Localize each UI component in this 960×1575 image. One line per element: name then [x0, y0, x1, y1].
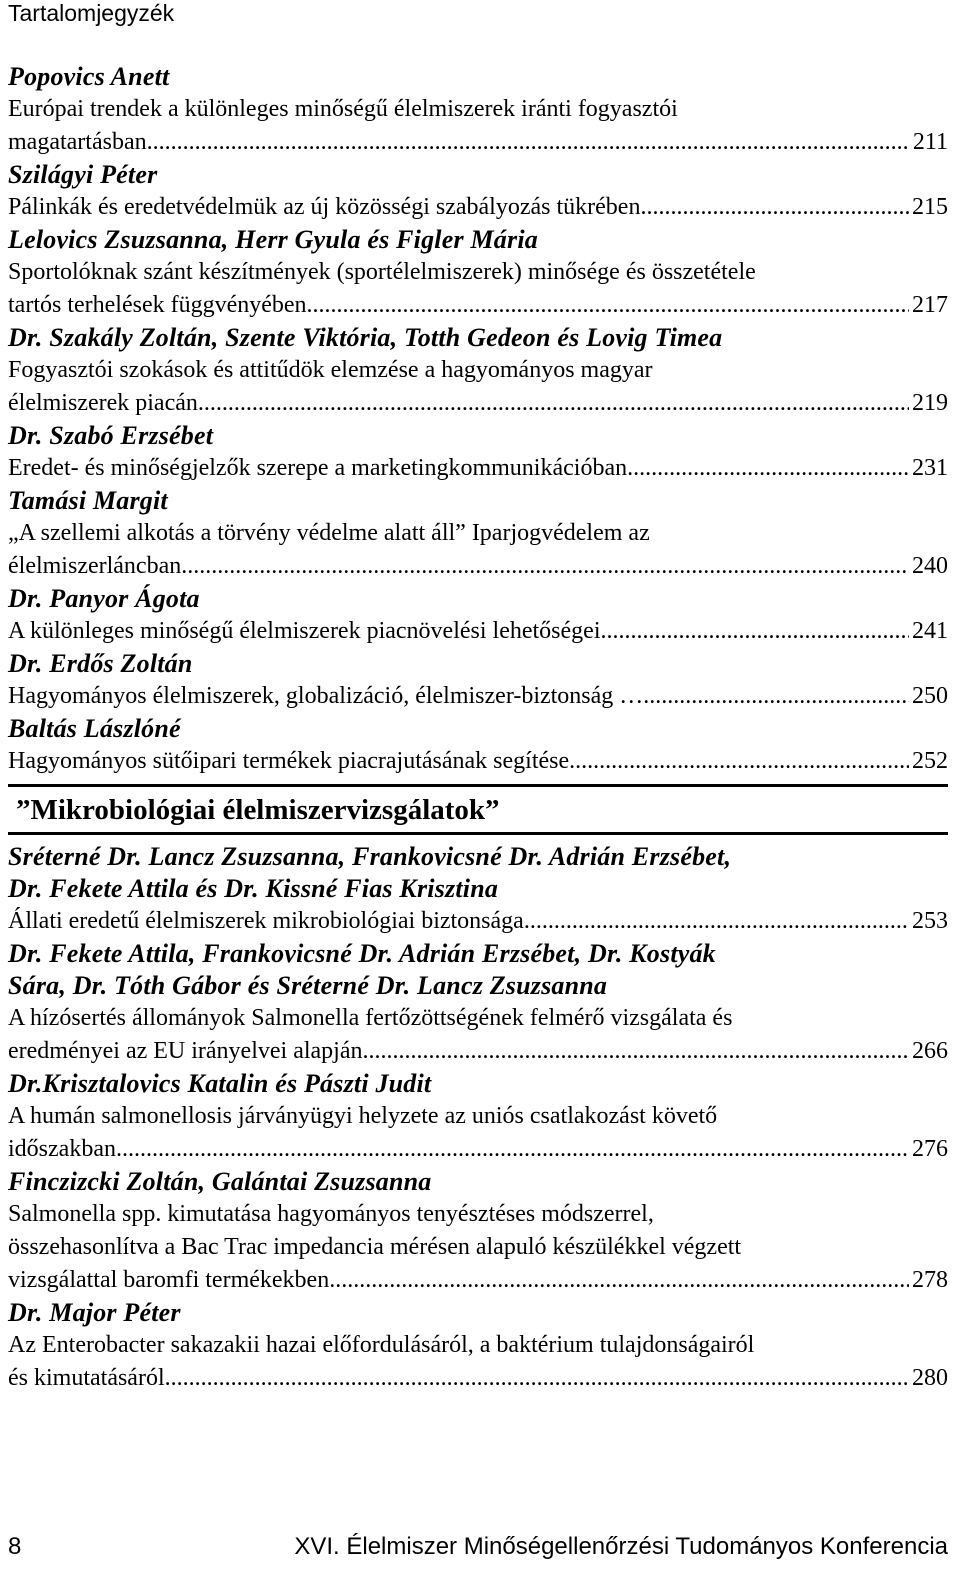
- dot-leader: [627, 452, 909, 485]
- entry-title-text: Eredet- és minőségjelzők szerepe a marketingkommunikációban: [8, 455, 628, 481]
- entry-page-number: 231: [912, 455, 948, 481]
- entry-title-line: A hízósertés állományok Salmonella fertőzöttségének felmérő vizsgálata és: [8, 1005, 733, 1031]
- entry-page-number: 211: [912, 129, 948, 155]
- toc-entry: [8, 61, 948, 159]
- dot-leader: [643, 680, 909, 713]
- dot-leader: [569, 745, 909, 778]
- dot-leader: [181, 550, 909, 583]
- entry-title-line: Sportolóknak szánt készítmények (sportélelmiszerek) minősége és összetétele: [8, 259, 756, 285]
- entry-title-last-line: [8, 1133, 948, 1166]
- entry-author: Dr. Fekete Attila, Frankovicsné Dr. Adrián Erzsébet, Dr. Kostyák: [8, 939, 716, 968]
- toc-entry: [8, 485, 948, 583]
- entry-title-last-line: [8, 191, 948, 224]
- entry-author: Szilágyi Péter: [8, 160, 158, 189]
- section-title: ”Mikrobiológiai élelmiszervizsgálatok”: [16, 794, 500, 826]
- entry-title-line: Európai trendek a különleges minőségű élelmiszerek iránti fogyasztói: [8, 96, 678, 122]
- toc-entry: [8, 1068, 948, 1166]
- entry-author: Sára, Dr. Tóth Gábor és Sréterné Dr. Lancz Zsuzsanna: [8, 971, 608, 1000]
- entry-title-last-line: [8, 289, 948, 322]
- entry-title-text: időszakban: [8, 1136, 116, 1162]
- entry-page-number: 276: [912, 1136, 948, 1162]
- entry-title-line: Az Enterobacter sakazakii hazai előfordulásáról, a baktérium tulajdonságairól: [8, 1332, 755, 1358]
- entry-title-text: Állati eredetű élelmiszerek mikrobiológiai biztonsága: [8, 908, 524, 934]
- entry-title-line: összehasonlítva a Bac Trac impedancia mérésen alapuló készülékkel végzett: [8, 1234, 742, 1260]
- toc-entry: [8, 322, 948, 420]
- toc-entry: [8, 648, 948, 713]
- entry-page-number: 280: [912, 1365, 948, 1391]
- entry-page-number: 250: [912, 683, 948, 709]
- entry-author: Dr. Major Péter: [8, 1298, 181, 1327]
- entry-title-last-line: [8, 126, 948, 159]
- entry-title-last-line: [8, 905, 948, 938]
- entry-author: Dr.Krisztalovics Katalin és Pászti Judit: [8, 1069, 432, 1098]
- toc-entry: [8, 224, 948, 322]
- entry-page-number: 219: [912, 390, 948, 416]
- dot-leader: [165, 1362, 909, 1395]
- entry-page-number: 252: [912, 748, 948, 774]
- entry-page-number: 253: [912, 908, 948, 934]
- entry-title-text: tartós terhelések függvényében: [8, 292, 307, 318]
- entry-author: Dr. Erdős Zoltán: [8, 649, 193, 678]
- entry-title-text: vizsgálattal baromfi termékekben: [8, 1267, 330, 1293]
- entry-title-last-line: [8, 680, 948, 713]
- dot-leader: [329, 1264, 909, 1297]
- dot-leader: [153, 126, 910, 159]
- dot-leader: [362, 1035, 909, 1068]
- entry-title-last-line: [8, 387, 948, 420]
- entry-title-text: élelmiszerek piacán: [8, 390, 198, 416]
- entry-title-last-line: [8, 550, 948, 583]
- entry-page-number: 217: [912, 292, 948, 318]
- entry-author: Dr. Fekete Attila és Dr. Kissné Fias Krisztina: [8, 874, 499, 903]
- entry-title-line: „A szellemi alkotás a törvény védelme alatt áll” Iparjogvédelem az: [8, 520, 650, 546]
- entry-page-number: 278: [912, 1267, 948, 1293]
- entry-title-text: magatartásban.: [8, 129, 153, 155]
- toc-entry: [8, 159, 948, 224]
- entry-author: Baltás Lászlóné: [8, 714, 181, 743]
- toc-entry: [8, 841, 948, 938]
- entry-page-number: 240: [912, 553, 948, 579]
- footer-page-number: 8: [8, 1533, 22, 1560]
- page-header: Tartalomjegyzék: [8, 0, 175, 26]
- entry-title-text: eredményei az EU irányelvei alapján: [8, 1038, 363, 1064]
- entry-title-line: A humán salmonellosis járványügyi helyzete az uniós csatlakozást követő: [8, 1103, 718, 1129]
- dot-leader: [198, 387, 909, 420]
- entry-title-line: Fogyasztói szokások és attitűdök elemzése a hagyományos magyar: [8, 357, 653, 383]
- entry-author: Tamási Margit: [8, 486, 168, 515]
- entry-title-last-line: [8, 745, 948, 778]
- dot-leader: [524, 905, 909, 938]
- entry-title-text: Hagyományos sütőipari termékek piacrajutásának segítése: [8, 748, 570, 774]
- section-divider: [8, 784, 948, 835]
- entry-author: Finczizcki Zoltán, Galántai Zsuzsanna: [8, 1167, 432, 1196]
- dot-leader: [307, 289, 909, 322]
- entry-author: Lelovics Zsuzsanna, Herr Gyula és Figler Mária: [8, 225, 538, 254]
- entry-title-text: Pálinkák és eredetvédelmük az új közösségi szabályozás tükrében.: [8, 194, 647, 220]
- entry-title-last-line: [8, 1035, 948, 1068]
- entry-author: Dr. Szakály Zoltán, Szente Viktória, Totth Gedeon és Lovig Timea: [8, 323, 723, 352]
- entry-title-text: A különleges minőségű élelmiszerek piacnövelési lehetőségei: [8, 618, 601, 644]
- entry-title-line: Salmonella spp. kimutatása hagyományos tenyésztéses módszerrel,: [8, 1201, 654, 1227]
- entry-title-last-line: [8, 615, 948, 648]
- entry-title-text: élelmiszerláncban: [8, 553, 182, 579]
- page-footer: [8, 1532, 948, 1562]
- dot-leader: [116, 1133, 909, 1166]
- entry-page-number: 241: [912, 618, 948, 644]
- entry-author: Sréterné Dr. Lancz Zsuzsanna, Frankovicsné Dr. Adrián Erzsébet,: [8, 842, 732, 871]
- toc-entry: [8, 420, 948, 485]
- toc-entry: [8, 713, 948, 778]
- entry-author: Popovics Anett: [8, 62, 170, 91]
- toc-entry: [8, 938, 948, 1068]
- dot-leader: [646, 191, 909, 224]
- toc-group-microbiology: [8, 841, 948, 1395]
- entry-title-text: és kimutatásáról: [8, 1365, 165, 1391]
- table-of-contents: [8, 61, 948, 1395]
- entry-title-last-line: [8, 452, 948, 485]
- toc-entry: [8, 1297, 948, 1395]
- footer-conference-title: XVI. Élelmiszer Minőségellenőrzési Tudományos Konferencia: [294, 1533, 948, 1560]
- toc-group-general: [8, 61, 948, 778]
- entry-author: Dr. Szabó Erzsébet: [8, 421, 214, 450]
- dot-leader: [601, 615, 910, 648]
- entry-page-number: 215: [912, 194, 948, 220]
- entry-page-number: 266: [912, 1038, 948, 1064]
- entry-title-text: Hagyományos élelmiszerek, globalizáció, élelmiszer-biztonság …: [8, 683, 644, 709]
- entry-title-last-line: [8, 1264, 948, 1297]
- entry-title-last-line: [8, 1362, 948, 1395]
- entry-author: Dr. Panyor Ágota: [8, 584, 200, 613]
- toc-entry: [8, 583, 948, 648]
- toc-entry: [8, 1166, 948, 1297]
